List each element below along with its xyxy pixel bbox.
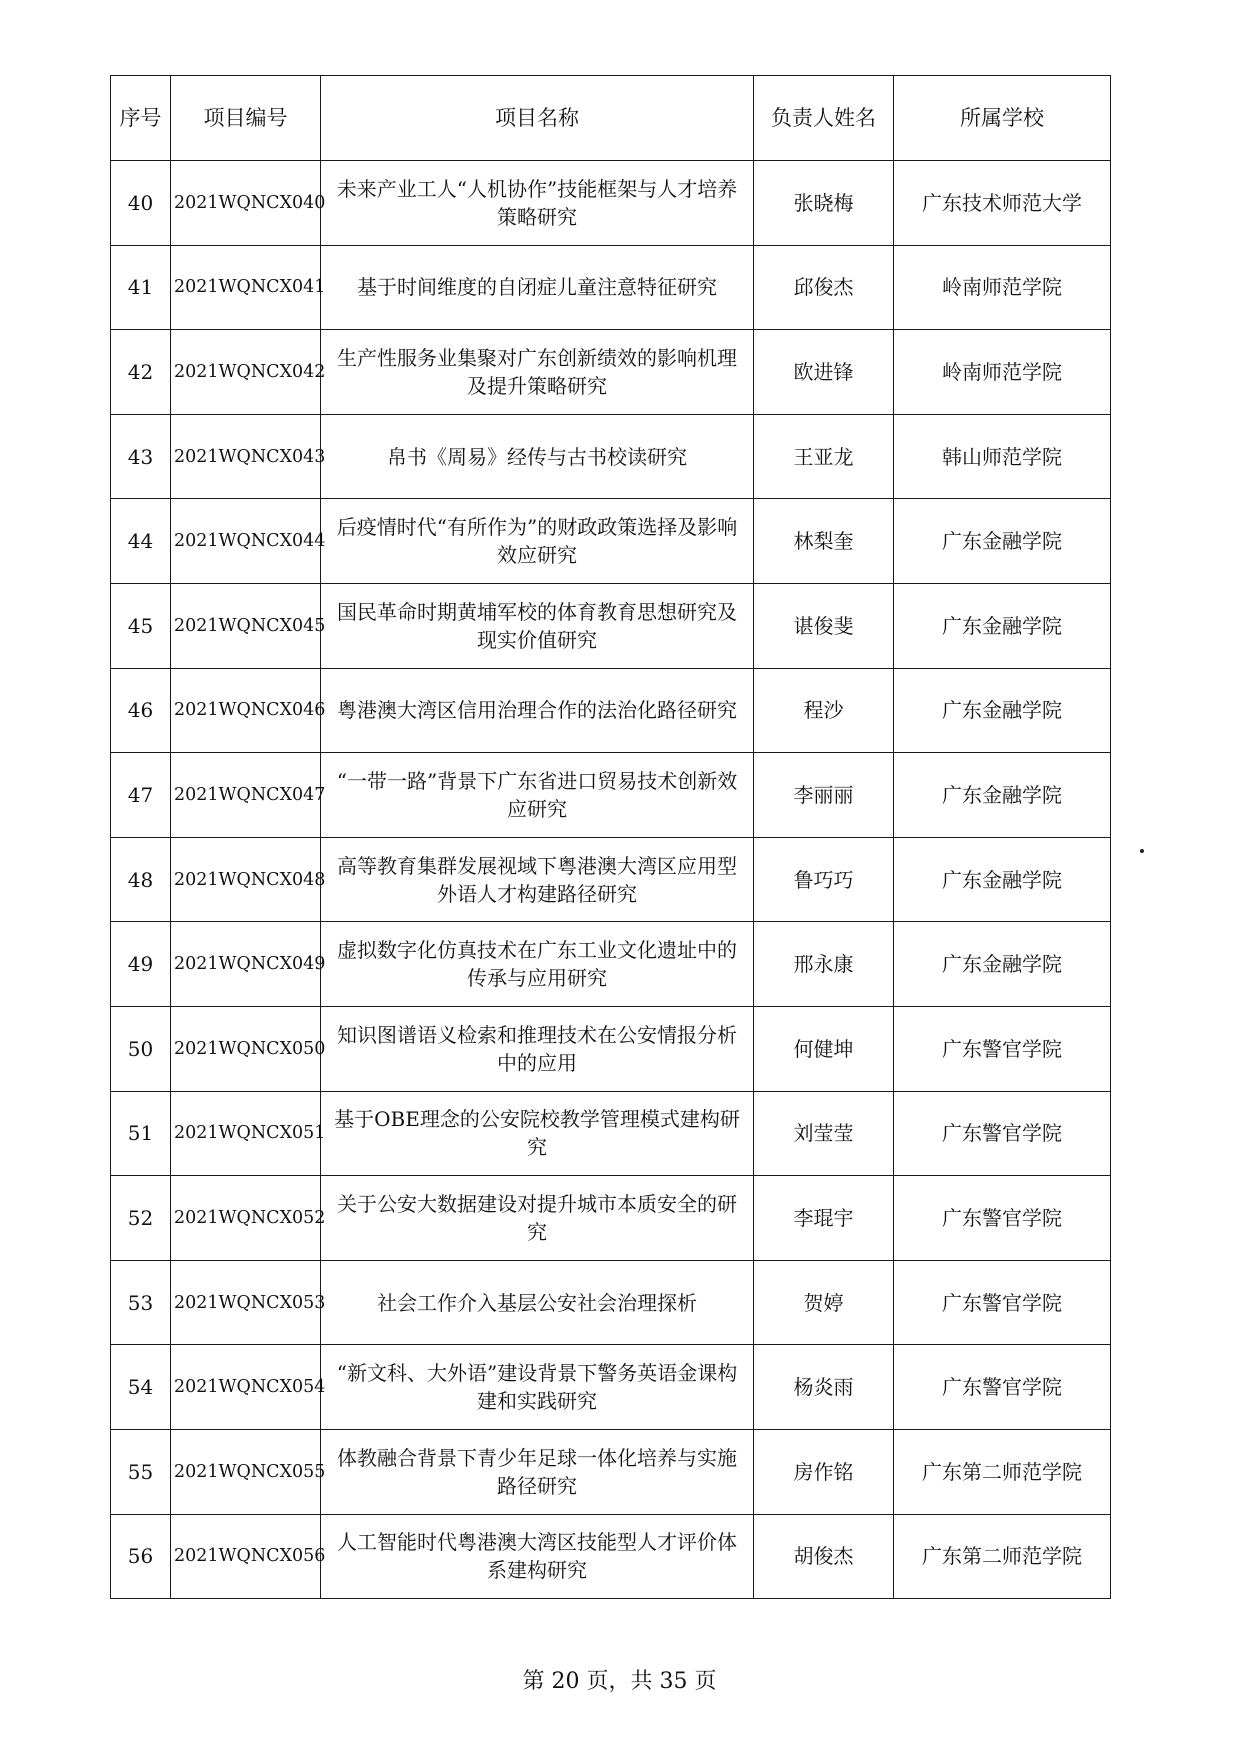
cell-project-name: 生产性服务业集聚对广东创新绩效的影响机理及提升策略研究 bbox=[321, 330, 754, 415]
cell-seq: 40 bbox=[111, 161, 171, 246]
scan-dot-mark bbox=[1140, 849, 1144, 853]
cell-code: 2021WQNCX040 bbox=[171, 161, 321, 246]
cell-project-name: 关于公安大数据建设对提升城市本质安全的研究 bbox=[321, 1176, 754, 1261]
cell-leader: 邢永康 bbox=[754, 922, 894, 1007]
cell-seq: 55 bbox=[111, 1429, 171, 1514]
cell-code: 2021WQNCX047 bbox=[171, 753, 321, 838]
cell-project-name: 虚拟数字化仿真技术在广东工业文化遗址中的传承与应用研究 bbox=[321, 922, 754, 1007]
cell-leader: 张晓梅 bbox=[754, 161, 894, 246]
page-number-footer: 第 20 页，共 35 页 bbox=[522, 1669, 717, 1694]
cell-leader: 程沙 bbox=[754, 668, 894, 753]
cell-code: 2021WQNCX056 bbox=[171, 1514, 321, 1599]
cell-project-name: 体教融合背景下青少年足球一体化培养与实施路径研究 bbox=[321, 1429, 754, 1514]
table-row bbox=[111, 1006, 1111, 1091]
cell-project-name: 国民革命时期黄埔军校的体育教育思想研究及现实价值研究 bbox=[321, 583, 754, 668]
cell-school: 广东金融学院 bbox=[894, 922, 1111, 1007]
cell-project-name: 帛书《周易》经传与古书校读研究 bbox=[321, 414, 754, 499]
cell-school: 广东金融学院 bbox=[894, 583, 1111, 668]
cell-seq: 48 bbox=[111, 837, 171, 922]
cell-leader: 王亚龙 bbox=[754, 414, 894, 499]
cell-code: 2021WQNCX054 bbox=[171, 1345, 321, 1430]
cell-code: 2021WQNCX053 bbox=[171, 1260, 321, 1345]
cell-project-name: 基于OBE理念的公安院校教学管理模式建构研究 bbox=[321, 1091, 754, 1176]
cell-project-name: 基于时间维度的自闭症儿童注意特征研究 bbox=[321, 245, 754, 330]
cell-school: 韩山师范学院 bbox=[894, 414, 1111, 499]
cell-leader: 李琨宇 bbox=[754, 1176, 894, 1261]
cell-code: 2021WQNCX050 bbox=[171, 1006, 321, 1091]
cell-code: 2021WQNCX044 bbox=[171, 499, 321, 584]
cell-leader: 欧进锋 bbox=[754, 330, 894, 415]
cell-school: 岭南师范学院 bbox=[894, 330, 1111, 415]
cell-project-name: 社会工作介入基层公安社会治理探析 bbox=[321, 1260, 754, 1345]
cell-leader: 邱俊杰 bbox=[754, 245, 894, 330]
table-row bbox=[111, 922, 1111, 1007]
cell-code: 2021WQNCX043 bbox=[171, 414, 321, 499]
cell-seq: 50 bbox=[111, 1006, 171, 1091]
cell-code: 2021WQNCX055 bbox=[171, 1429, 321, 1514]
table-row bbox=[111, 1345, 1111, 1430]
cell-leader: 林梨奎 bbox=[754, 499, 894, 584]
table-row bbox=[111, 1514, 1111, 1599]
cell-project-name: “新文科、大外语”建设背景下警务英语金课构建和实践研究 bbox=[321, 1345, 754, 1430]
cell-seq: 56 bbox=[111, 1514, 171, 1599]
cell-seq: 46 bbox=[111, 668, 171, 753]
cell-code: 2021WQNCX046 bbox=[171, 668, 321, 753]
cell-seq: 54 bbox=[111, 1345, 171, 1430]
cell-code: 2021WQNCX041 bbox=[171, 245, 321, 330]
cell-leader: 何健坤 bbox=[754, 1006, 894, 1091]
cell-seq: 44 bbox=[111, 499, 171, 584]
cell-school: 岭南师范学院 bbox=[894, 245, 1111, 330]
cell-school: 广东金融学院 bbox=[894, 753, 1111, 838]
table-row bbox=[111, 245, 1111, 330]
cell-seq: 53 bbox=[111, 1260, 171, 1345]
cell-leader: 谌俊斐 bbox=[754, 583, 894, 668]
cell-seq: 42 bbox=[111, 330, 171, 415]
table-row bbox=[111, 330, 1111, 415]
cell-school: 广东警官学院 bbox=[894, 1260, 1111, 1345]
table-row bbox=[111, 583, 1111, 668]
cell-leader: 胡俊杰 bbox=[754, 1514, 894, 1599]
cell-seq: 47 bbox=[111, 753, 171, 838]
cell-code: 2021WQNCX052 bbox=[171, 1176, 321, 1261]
cell-project-name: 人工智能时代粤港澳大湾区技能型人才评价体系建构研究 bbox=[321, 1514, 754, 1599]
cell-project-name: “一带一路”背景下广东省进口贸易技术创新效应研究 bbox=[321, 753, 754, 838]
header-leader: 负责人姓名 bbox=[754, 76, 894, 161]
table-row bbox=[111, 1429, 1111, 1514]
table-body bbox=[111, 161, 1111, 1599]
cell-school: 广东金融学院 bbox=[894, 499, 1111, 584]
header-seq: 序号 bbox=[111, 76, 171, 161]
cell-school: 广东技术师范大学 bbox=[894, 161, 1111, 246]
table-row bbox=[111, 837, 1111, 922]
table-row bbox=[111, 1260, 1111, 1345]
header-school: 所属学校 bbox=[894, 76, 1111, 161]
cell-school: 广东警官学院 bbox=[894, 1006, 1111, 1091]
cell-school: 广东第二师范学院 bbox=[894, 1514, 1111, 1599]
table-row bbox=[111, 161, 1111, 246]
cell-leader: 鲁巧巧 bbox=[754, 837, 894, 922]
cell-project-name: 未来产业工人“人机协作”技能框架与人才培养策略研究 bbox=[321, 161, 754, 246]
table-row bbox=[111, 1091, 1111, 1176]
cell-code: 2021WQNCX049 bbox=[171, 922, 321, 1007]
cell-school: 广东警官学院 bbox=[894, 1345, 1111, 1430]
table-row bbox=[111, 753, 1111, 838]
cell-school: 广东警官学院 bbox=[894, 1176, 1111, 1261]
cell-leader: 房作铭 bbox=[754, 1429, 894, 1514]
cell-project-name: 高等教育集群发展视域下粤港澳大湾区应用型外语人才构建路径研究 bbox=[321, 837, 754, 922]
table-row bbox=[111, 1176, 1111, 1261]
table-row bbox=[111, 499, 1111, 584]
cell-seq: 41 bbox=[111, 245, 171, 330]
cell-seq: 51 bbox=[111, 1091, 171, 1176]
cell-school: 广东金融学院 bbox=[894, 837, 1111, 922]
cell-code: 2021WQNCX048 bbox=[171, 837, 321, 922]
table-row bbox=[111, 668, 1111, 753]
cell-leader: 刘莹莹 bbox=[754, 1091, 894, 1176]
cell-project-name: 后疫情时代“有所作为”的财政政策选择及影响效应研究 bbox=[321, 499, 754, 584]
cell-seq: 52 bbox=[111, 1176, 171, 1261]
cell-code: 2021WQNCX051 bbox=[171, 1091, 321, 1176]
project-list-table bbox=[110, 75, 1111, 1599]
cell-code: 2021WQNCX045 bbox=[171, 583, 321, 668]
cell-seq: 49 bbox=[111, 922, 171, 1007]
cell-leader: 李丽丽 bbox=[754, 753, 894, 838]
cell-leader: 贺婷 bbox=[754, 1260, 894, 1345]
cell-code: 2021WQNCX042 bbox=[171, 330, 321, 415]
header-code: 项目编号 bbox=[171, 76, 321, 161]
cell-school: 广东金融学院 bbox=[894, 668, 1111, 753]
cell-project-name: 粤港澳大湾区信用治理合作的法治化路径研究 bbox=[321, 668, 754, 753]
cell-leader: 杨炎雨 bbox=[754, 1345, 894, 1430]
cell-school: 广东第二师范学院 bbox=[894, 1429, 1111, 1514]
table-header-row bbox=[111, 76, 1111, 161]
cell-seq: 43 bbox=[111, 414, 171, 499]
cell-project-name: 知识图谱语义检索和推理技术在公安情报分析中的应用 bbox=[321, 1006, 754, 1091]
table-row bbox=[111, 414, 1111, 499]
header-name: 项目名称 bbox=[321, 76, 754, 161]
cell-school: 广东警官学院 bbox=[894, 1091, 1111, 1176]
cell-seq: 45 bbox=[111, 583, 171, 668]
